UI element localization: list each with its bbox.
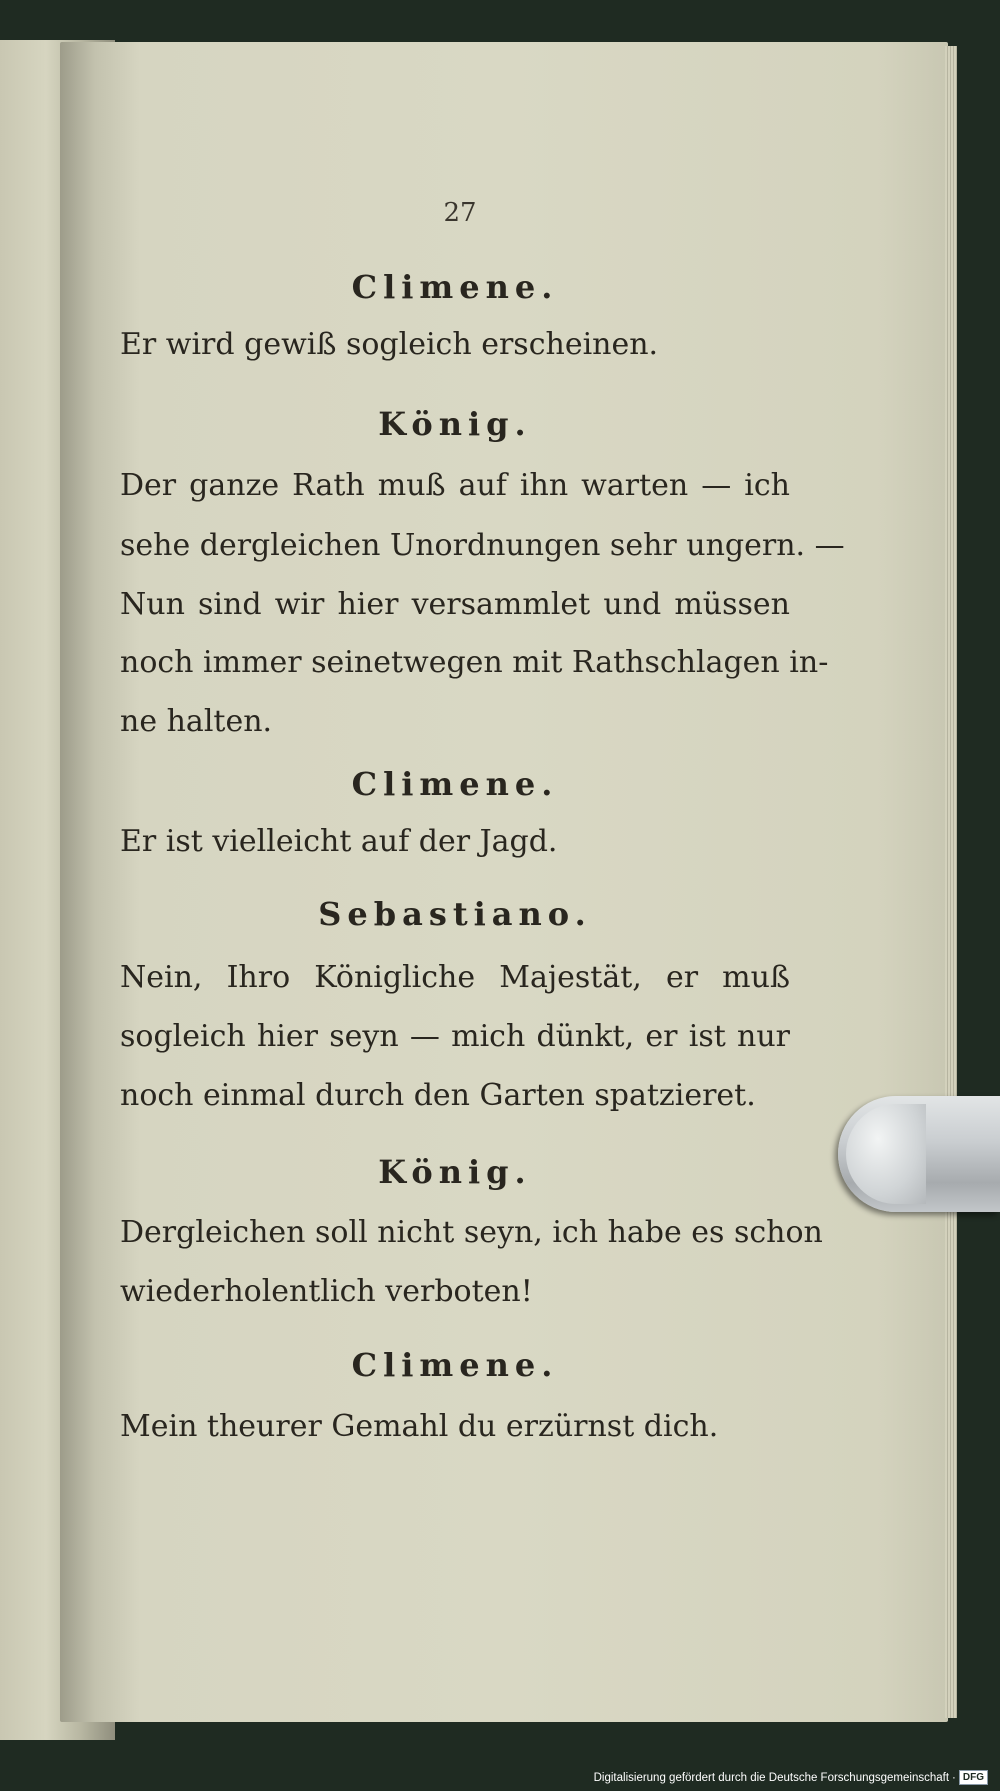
dialogue-line: Er ist vielleicht auf der Jagd. (120, 824, 558, 859)
dialogue-line: sogleich hier seyn — mich dünkt, er ist nur (120, 1019, 790, 1054)
speaker-name: König. (378, 1153, 532, 1191)
page-stack-edge (945, 46, 957, 1718)
speaker-name: König. (378, 405, 532, 443)
dialogue-line: Er wird gewiß sogleich erscheinen. (120, 327, 659, 362)
dialogue-line: Der ganze Rath muß auf ihn warten — ich (120, 468, 790, 503)
speaker-name: Climene. (351, 1346, 559, 1384)
dfg-logo: DFG (959, 1770, 988, 1785)
dialogue-line: Dergleichen soll nicht seyn, ich habe es schon (120, 1215, 823, 1250)
dialogue-line: sehe dergleichen Unordnungen sehr ungern. — (120, 528, 845, 563)
dialogue-line: Nun sind wir hier versammlet und müssen (120, 587, 790, 622)
dialogue-line: wiederholentlich verboten! (120, 1274, 533, 1309)
dialogue-line: Nein, Ihro Königliche Majestät, er muß (120, 960, 790, 995)
credit-separator: · (952, 1771, 956, 1784)
dialogue-line: Mein theurer Gemahl du erzürnst dich. (120, 1409, 719, 1444)
dialogue-line: ne halten. (120, 704, 273, 739)
dialogue-line: noch immer seinetwegen mit Rathschlagen in- (120, 645, 829, 680)
speaker-name: Sebastiano. (318, 895, 592, 933)
credit-text: Digitalisierung gefördert durch die Deutsche Forschungsgemeinschaft (593, 1771, 950, 1784)
page-number: 27 (443, 198, 477, 228)
book-clip (838, 1096, 1000, 1212)
dialogue-line: noch einmal durch den Garten spatzieret. (120, 1078, 756, 1113)
speaker-name: Climene. (351, 268, 559, 306)
digitization-credit (590, 1768, 992, 1787)
speaker-name: Climene. (351, 765, 559, 803)
book-clip-head (846, 1104, 926, 1204)
